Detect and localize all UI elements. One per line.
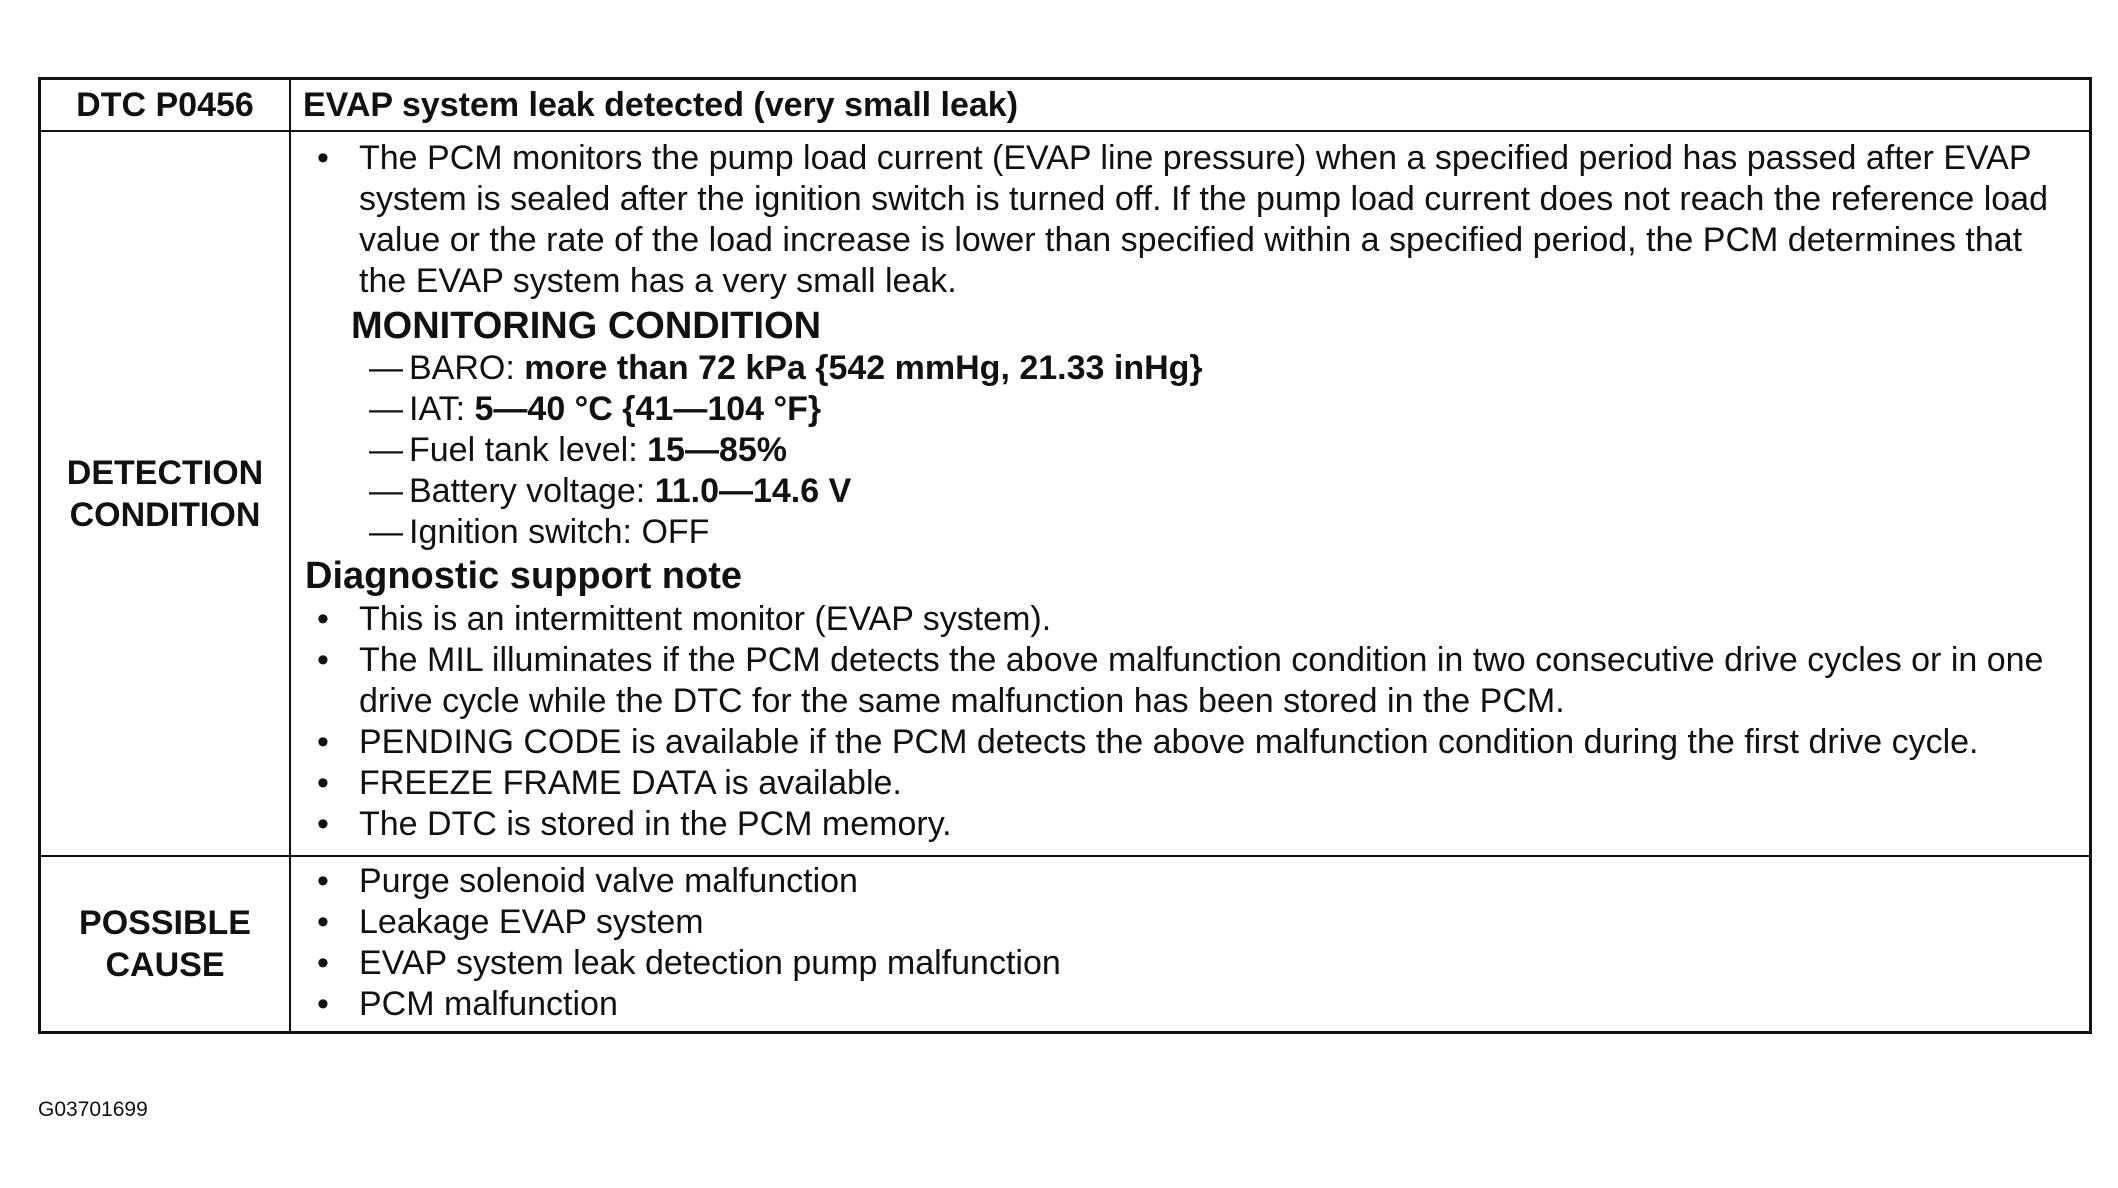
detection-label-line1: DETECTION xyxy=(66,453,264,492)
monitoring-item: — BARO: more than 72 kPa {542 mmHg, 21.33 inHg} xyxy=(369,349,1203,387)
possible-cause-item: • Purge solenoid valve malfunction xyxy=(305,861,2069,902)
diagnostic-note: • The DTC is stored in the PCM memory. xyxy=(305,804,2069,845)
possible-cause-row xyxy=(40,856,2091,1033)
dtc-code-cell xyxy=(40,79,291,132)
possible-cause-label-line2: CAUSE xyxy=(105,946,225,984)
monitoring-list xyxy=(369,348,2069,553)
dtc-code: DTC P0456 xyxy=(76,86,254,124)
detection-content-cell xyxy=(290,131,2091,856)
possible-cause-list xyxy=(305,861,2069,1025)
possible-cause-item: • EVAP system leak detection pump malfunction xyxy=(305,943,2069,984)
dtc-title-cell xyxy=(290,79,2091,132)
dtc-table xyxy=(38,77,2092,1034)
diagnostic-note: • FREEZE FRAME DATA is available. xyxy=(305,763,2069,804)
diagnostic-note-heading: Diagnostic support note xyxy=(305,555,742,597)
possible-cause-content-cell xyxy=(290,856,2091,1033)
monitoring-item: — Fuel tank level: 15—85% xyxy=(369,431,787,469)
detection-description-list xyxy=(305,138,2069,302)
detection-description: • The PCM monitors the pump load current (EVAP line pressure) when a specified period has passed after EVAP system is sealed after the ignition switch is turned off. If the pump load current does not reach the reference load value or the rate of the load increase is lower than specified within a specified period, the PCM determines that the EVAP system has a very small leak. xyxy=(305,138,2069,302)
diagnostic-note: • PENDING CODE is available if the PCM detects the above malfunction condition during the first drive cycle. xyxy=(305,722,2069,763)
header-row xyxy=(40,79,2091,132)
detection-label-cell xyxy=(40,131,291,856)
detection-label-line2: CONDITION xyxy=(69,495,261,534)
dtc-title: EVAP system leak detected (very small leak) xyxy=(303,85,1019,124)
diagnostic-note-list xyxy=(305,599,2069,845)
possible-cause-item: • PCM malfunction xyxy=(305,984,2069,1025)
figure-id: G03701699 xyxy=(38,1098,148,1121)
diagnostic-note: • The MIL illuminates if the PCM detects the above malfunction condition in two consecutive drive cycles or in one drive cycle while the DTC for the same malfunction has been stored in the PCM. xyxy=(305,640,2069,722)
monitoring-item: — IAT: 5—40 °C {41—104 °F} xyxy=(369,390,822,428)
monitoring-item: — Battery voltage: 11.0—14.6 V xyxy=(369,472,852,510)
diagnostic-note: • This is an intermittent monitor (EVAP system). xyxy=(305,599,2069,640)
possible-cause-label-cell xyxy=(40,856,291,1033)
possible-cause-item: • Leakage EVAP system xyxy=(305,902,2069,943)
monitoring-heading: MONITORING CONDITION xyxy=(351,305,822,347)
possible-cause-label-line1: POSSIBLE xyxy=(79,904,251,942)
monitoring-item: — Ignition switch: OFF xyxy=(369,513,710,551)
detection-row xyxy=(40,131,2091,856)
